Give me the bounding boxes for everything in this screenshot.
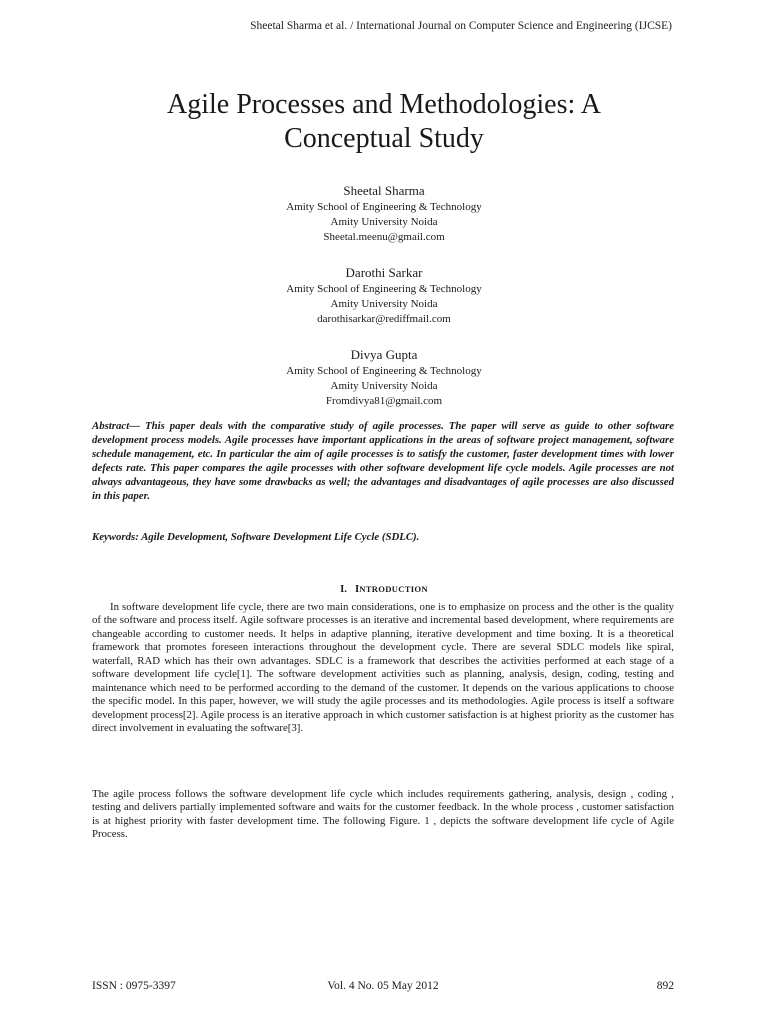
- section-heading-rest: NTRODUCTION: [359, 584, 428, 594]
- section-number: I.: [340, 583, 347, 595]
- author-name: Darothi Sarkar: [345, 265, 423, 280]
- author-block-3: [0, 346, 768, 409]
- page-footer: [92, 980, 674, 996]
- keywords: Keywords: Agile Development, Software Development Life Cycle (SDLC).: [92, 531, 420, 543]
- author-university: Amity University Noida: [330, 380, 438, 392]
- author-university: Amity University Noida: [330, 216, 438, 228]
- footer-issn: ISSN : 0975-3397: [92, 980, 176, 992]
- author-affiliation: Amity School of Engineering & Technology: [286, 283, 482, 295]
- author-name: Sheetal Sharma: [343, 183, 425, 198]
- running-head: Sheetal Sharma et al. / International Journal on Computer Science and Engineering (IJCSE): [250, 20, 672, 32]
- abstract: Abstract— This paper deals with the comparative study of agile processes. The paper will serve as guide to other software development process models. Agile processes have important applications in the areas of software project management, software schedule management, etc. In particular the aim of agile processes is to satisfy the customer, faster development times with lower defects rate. This paper compares the agile processes with other software development life cycle models. Agile processes are not always advantageous, they have some drawbacks as well; the advantages and disadvantages of agile processes are also discussed in this paper.: [92, 420, 674, 502]
- section-heading-initial: I: [354, 583, 360, 595]
- author-name: Divya Gupta: [350, 347, 418, 362]
- paper-title: [0, 88, 768, 156]
- footer-volume: Vol. 4 No. 05 May 2012: [327, 980, 439, 992]
- author-affiliation: Amity School of Engineering & Technology: [286, 365, 482, 377]
- footer-page-number: 892: [656, 980, 674, 992]
- paper-title-line-1: Agile Processes and Methodologies: A: [167, 89, 601, 120]
- author-affiliation: Amity School of Engineering & Technology: [286, 201, 482, 213]
- author-email: Fromdivya81@gmail.com: [325, 395, 443, 407]
- body-paragraph-1: In software development life cycle, there are two main considerations, one is to emphasize on process and the other is the quality of the software and process itself. Agile software processes is an iterative and incremental based development, where requirements are changeable according to customer needs. It helps in adaptive planning, iterative development and time boxing. It is a theoretical framework that promotes foreseen interactions throughout the development cycle. There are several SDLC models like spiral, waterfall, RAD which has their own advantages. SDLC is a framework that describes the activities performed at each stage of a software development life cycle[1]. The software development activities such as planning, analysis, design, coding, testing and maintenance which need to be performed according to the demand of the customer. It depends on the various applications to choose the specific model. In this paper, however, we will study the agile processes and its methodologies. Agile process is itself a software development process[2]. Agile process is an iterative approach in which customer satisfaction is at highest priority as the customer has direct involvement in evaluating the software[3].: [92, 601, 674, 735]
- author-university: Amity University Noida: [330, 298, 438, 310]
- author-block-1: [0, 182, 768, 245]
- author-email: Sheetal.meenu@gmail.com: [323, 231, 445, 243]
- author-email: darothisarkar@rediffmail.com: [317, 313, 451, 325]
- section-heading-introduction: [0, 582, 768, 596]
- body-paragraph-2: The agile process follows the software development life cycle which includes requirements gathering, analysis, design , coding , testing and delivers partially implemented software and waits for the customer feedback. In the whole process , customer satisfaction is at highest priority with faster development time. The following Figure. 1 , depicts the software development life cycle of Agile Process.: [92, 788, 674, 841]
- paper-title-line-2: Conceptual Study: [284, 123, 484, 154]
- author-block-2: [0, 264, 768, 327]
